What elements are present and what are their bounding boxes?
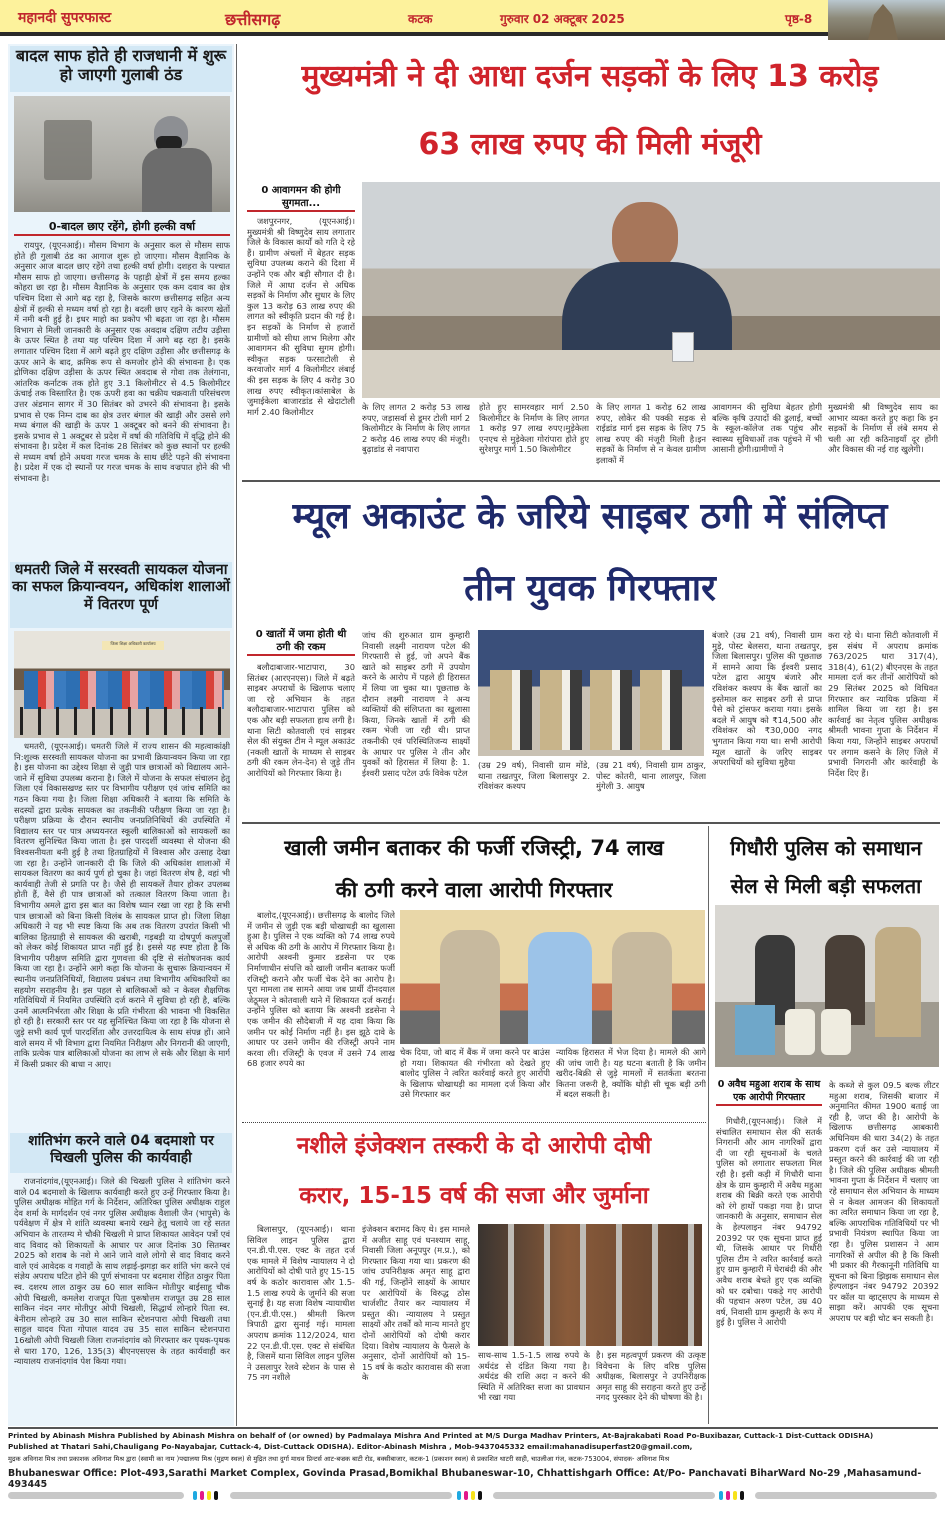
headline-land-fraud-line1: खाली जमीन बताकर की फर्जी रजिस्ट्री, 74 लाख [284,836,664,860]
date: गुरुवार 02 अक्टूबर 2025 [500,12,625,26]
imprint-line-1: Printed by Abinash Mishra Published by Abinash Mishra on behalf of (or owned) by Padmalaya Mishra And Printed at M/S Durga Madhav Printers, At-Bajrakabati Road Po-Buxibazar, Cuttack-1 Dist-Cuttack ODISHA) [8,1431,874,1440]
cyber-col-1: बलौदाबाजार-भाटापारा, 30 सितंबर (आरएनएस)। जिले में बढ़ते साइबर अपराधों के खिलाफ चलाए जा रहे अभियान के तहत बलौदाबाजार-भाटापारा पुलिस को एक और बड़ी सफलता हाथ लगी है। थाना सिटी कोतवाली एवं साइबर सेल की संयुक्त टीम ने म्यूल अकाउंट (नकली खातों के माध्यम से साइबर ठगी की रकम लेन-देन) से जुड़े तीन आरोपियों को गिरफ्तार किया है। [247,662,355,778]
roads-col-3: होते हुए सामरवहार मार्ग 2.50 किलोमीटर के निर्माण के लिए लागत 1 करोड़ 97 लाख रुपए।मुड़ेकेला एनएच से मुड़ेकेला गोरांपारा होते हुए सुरेशपुर मार्ग 1.50 किलोमीटर [479,402,589,455]
land-fraud-arrest-photo [400,910,705,1044]
color-mark-yellow [733,1491,737,1500]
gidhouri-col-1: गिधौरी,(यूएनआई)। जिले में संचालित समाधान सेल की सतर्क निगरानी और आम नागरिकों द्वारा दी जा रही सूचनाओं के चलते पुलिस को लगातार सफलता मिल रही है। इसी कड़ी में गिधौरी थाना क्षेत्र के ग्राम कुम्हारी में अवैध महुआ शराब की बिक्री करते एक आरोपी को रंगे हाथों पकड़ा गया है। प्राप्त जानकारी के अनुसार, समाधान सेल के हेल्पलाइन नंबर 94792 20392 पर एक सूचना प्राप्त हुई थी, जिसके आधार पर गिधौरी पुलिस टीम ने त्वरित कार्रवाई करते हुए ग्राम कुम्हारी में घेराबंदी की और अवैध शराब बेचते हुए एक व्यक्ति को धर दबोचा। पकड़े गए आरोपी की पहचान अरुण पटेल, उम्र 40 वर्ष, निवासी ग्राम कुम्हारी के रूप में हुई है। पुलिस ने आरोपी [716,1116,822,1328]
injection-col-1: बिलासपुर, (यूएनआई)। थाना सिविल लाइन पुलिस द्वारा एन.डी.पी.एस. एक्ट के तहत दर्ज एक मामले में विशेष न्यायालय ने दो आरोपियों को दोषी पाते हुए 15-15 वर्ष के कठोर कारावास और 1.5-1.5 लाख रुपये के जुर्माने की सजा सुनाई है। यह सजा विशेष न्यायाधीश (एन.डी.पी.एस.) श्रीमती किरण त्रिपाठी द्वारा सुनाई गई। मामला अपराध क्रमांक 112/2024, धारा 22 एन.डी.पी.एस. एक्ट से संबंधित है, जिसमें थाना सिविल लाइन पुलिस ने उसलापुर रेलवे स्टेशन के पास से 75 नग नशीले [247,1224,355,1383]
roads-col-2: के लिए लागत 2 करोड़ 53 लाख रुपए, जड़ासर्वा से डूमर टोली मार्ग 2 किलोमीटर के निर्माण के लिए लागत 2 करोड़ 46 लाख रुपए की मंजूरी।बुढ़ाडांड से नवापारा [362,402,470,455]
roads-col-6: मुख्यमंत्री श्री विष्णुदेव साय का आभार व्यक्त करते हुए कहा कि इन सड़कों के निर्माण से लंबे समय से चली आ रही कठिनाइयाँ दूर होंगी और विकास की नई राह खुलेगी। [828,402,938,455]
color-mark-black [214,1491,218,1500]
cycle-article-body: धमतरी, (यूएनआई)। धमतरी जिले में राज्य शासन की महत्वाकांक्षी नि:शुल्क सरस्वती सायकल योजना का प्रभावी क्रियान्वयन किया जा रहा है। इस योजना का उद्देश्य शिक्षा से जुड़ी पात्र छात्राओं को विद्यालय आने-जाने में सुविधा उपलब्ध कराना है। जिले में योजना के सफल संचालन हेतु जिला एवं विकासखण्ड स्तर पर विभागीय परीक्षण एवं जांच समिति का गठन किया गया है। जिला शिक्षा अधिकारी ने बताया कि समिति के सदस्यों द्वारा प्रत्येक सायकल का तकनीकी परीक्षण किया जा रहा है। परीक्षण प्रक्रिया के दौरान स्थानीय जनप्रतिनिधियों की उपस्थिति में विद्यालय स्तर पर पात्र अध्ययनरत स्कूली बालिकाओं को सायकलों का वितरण सुनिश्चित किया जाता है। इस पारदर्शी व्यवस्था से योजना की विश्वसनीयता बनी हुई है तथा हितग्राहियों में विश्वास और उत्साह देखा जा रहा है। उन्होंने जानकारी दी कि जिले की अधिकांश शालाओं में सायकल वितरण का कार्य पूर्ण हो चुका है। जहां वितरण शेष है, वहां भी कार्यवाही तेजी से प्रगति पर है। जैसे ही सायकलें तैयार होकर उपलब्ध होती हैं, वैसे ही पात्र छात्राओं को तत्काल वितरण किया जाता है। विभागीय अमले द्वारा इस बात का विशेष ध्यान रखा जा रहा है कि सभी पात्र छात्राओं को बिना किसी विलंब के सायकल प्राप्त हो। जिला शिक्षा अधिकारी ने यह भी स्पष्ट किया कि अब तक वितरण उपरांत किसी भी बालिका हितग्राही से सायकल की खराबी, गड़बड़ी या दोषपूर्ण कलपुर्जों को लेकर कोई शिकायत प्राप्त नहीं हुई है। इससे यह स्पष्ट होता है कि विभागीय परीक्षण समिति द्वारा गुणवत्ता की दृष्टि से संतोषजनक कार्य किया जा रहा है। उन्होंने आगे कहा कि योजना के सुचारू क्रियान्वयन में स्थानीय जनप्रतिनिधियों, विद्यालय प्रबंधन तथा विभागीय अधिकारियों का सहयोग सराहनीय है। इस पहल से बालिकाओं को न केवल शैक्षणिक गतिविधियों में नियमित उपस्थिति दर्ज कराने में सुविधा हो रही है, बल्कि उनमें आत्मनिर्भरता और शिक्षा के प्रति गंभीरता की भावना भी विकसित हो रही है। सरकारी स्तर पर यह सुनिश्चित किया जा रहा है कि योजना से जुड़े सभी कार्य पूर्ण पारदर्शिता और उत्तरदायित्व के साथ संपन्न हों। आने वाले समय में भी विभाग द्वारा नियमित निरीक्षण और निगरानी की जाएगी, ताकि प्रत्येक पात्र बालिकाओं योजना का लाभ ले सके और शिक्षा के मार्ग में किसी प्रकार की बाधा न आए। [14,741,230,1069]
cyber-col-5: बंजारे (उम्र 21 वर्ष), निवासी ग्राम मुड़े, पोस्ट बेलसरा, थाना तखतपुर, जिला बिलासपुर। पुलिस की पूछताछ में सामने आया कि ईश्वरी प्रसाद पटेल द्वारा आयुष बंजारे और रविशंकर कश्यप के बैंक खातों का इस्तेमाल कर साइबर ठगी से प्राप्त पैसे को ट्रांसफर कराया गया। इसके बदले में आयुष को ₹14,500 और रविशंकर को ₹30,000 नगद भुगतान किया गया था। सभी आरोपी म्यूल खातों के जरिए साइबर अपराधियों को सुविधा मुहैया [712,630,822,768]
injection-col-4: है। इस महत्वपूर्ण प्रकरण की उत्कृष्ट विवेचना के लिए वरिष्ठ पुलिस अधीक्षक, बिलासपुर ने उपनिरीक्षक अमृत साहू की सराहना करते हुए उन्हें नगद पुरस्कार देने की घोषणा की है। [596,1350,706,1403]
roads-subhead: 0 आवागमन की होगी सुगमता... [247,184,355,212]
footer-divider [8,1427,938,1429]
color-mark-cyan [457,1491,461,1500]
column-divider [708,826,709,1424]
color-mark-cyan [193,1491,197,1500]
paper-name: महानदी सुपरफास्ट [18,10,112,26]
gidhouri-subhead: 0 अवैध महुआ शराब के साथ एक आरोपी गिरफ्तार [716,1078,822,1106]
cyber-accused-photo [478,630,704,756]
color-mark-black [740,1491,744,1500]
headline-cyber-line1: म्यूल अकाउंट के जरिये साइबर ठगी में संलिप्त [292,496,888,537]
land-col-2: चेक दिया, जो बाद में बैंक में जमा करने पर बाउंस हो गया। शिकायत की गंभीरता को देखते हुए बालोद पुलिस ने त्वरित कार्रवाई करते हुए आरोपी के खिलाफ धोखाधड़ी का मामला दर्ज किया और उसे गिरफ्तार कर [400,1047,550,1100]
land-col-3: न्यायिक हिरासत में भेज दिया है। मामले की आगे की जांच जारी है। यह घटना बताती है कि जमीन खरीद-बिक्री से जुड़े मामलों में सतर्कता बरतना कितना जरूरी है, क्योंकि थोड़ी सी चूक बड़ी ठगी में बदल सकती है। [556,1047,706,1100]
color-mark-magenta [464,1491,468,1500]
color-mark-magenta [200,1491,204,1500]
headline-roads-line1: मुख्यमंत्री ने दी आधा दर्जन सड़कों के लिए 13 करोड़ [301,59,879,94]
registration-bar [755,1492,937,1499]
office-addresses: Bhubaneswar Office: Plot-493,Sarathi Market Complex, Govinda Prasad,Bomikhal Bhubaneswar-10, Chhattishgarh Office: At/Po- Panchavati BiharWard No-29 ,Mahasamund-493445 [8,1468,922,1490]
chief-minister-photo [362,182,940,398]
roads-col-4: के लिए लागत 1 करोड़ 62 लाख रुपए, लोकेर की पक्की सड़क से राईडांड मार्ग इस सड़क के लिए 75 लाख रुपए की मंजूरी मिली है।इन सड़कों के निर्माण से न केवल ग्रामीण इलाकों में [596,402,706,465]
mahua-seizure-photo [715,905,939,1067]
masthead-strip [0,0,945,36]
cyber-col-3: (उम्र 29 वर्ष), निवासी ग्राम मोंडे, थाना तखतपुर, जिला बिलासपुर 2. रविशंकर कश्यप [478,760,590,792]
imprint [8,1430,938,1490]
color-mark-yellow [471,1491,475,1500]
section-divider [242,1122,706,1123]
roads-col-5: आवागमन की सुविधा बेहतर होगी बल्कि कृषि उत्पादों की ढुलाई, बच्चों के स्कूल-कॉलेज तक पहुंच और स्वास्थ्य सुविधाओं तक पहुंचने में भी आसानी होगी।ग्रामीणों ने [712,402,822,455]
headline-cyber-line2: तीन युवक गिरफ्तार [464,568,716,609]
cycle-distribution-photo [14,631,230,738]
cyber-col-2: जांच की शुरुआत ग्राम कुम्हारी निवासी लक्ष्मी नारायण पटेल की गिरफ्तारी से हुई, जो अपने बैंक खाते को साइबर ठगी में उपयोग करने के आरोप में पहले ही हिरासत में लिया जा चुका था। पूछताछ के दौरान लक्ष्मी नारायण ने अन्य व्यक्तियों की संलिप्तता का खुलासा किया, जिनके खातों में ठगी की रकम भेजी जा रही थी। प्राप्त तकनीकी एवं परिस्थितिजन्य साक्ष्यों के आधार पर पुलिस ने तीन और युवकों को हिरासत में लिया है: 1. ईश्वरी प्रसाद पटेल उर्फ विवेक पटेल [362,630,470,778]
injection-col-2: इंजेक्शन बरामद किए थे। इस मामले में अजीत साहू एवं घनश्याम साहू, निवासी जिला अनूपपुर (म.प्र.), को गिरफ्तार किया गया था। प्रकरण की जांच उपनिरीक्षक अमृत साहू द्वारा की गई, जिन्होंने साक्ष्यों के आधार पर आरोपियों के विरुद्ध ठोस चार्जशीट तैयार कर न्यायालय में प्रस्तुत की। न्यायालय ने प्रस्तुत साक्ष्यों और तर्कों को मान्य मानते हुए दोनों आरोपियों को दोषी करार दिया। विशेष न्यायालय के फैसले के अनुसार, दोनों आरोपियों को 15-15 वर्ष के कठोर कारावास की सजा के [362,1224,470,1383]
prison-bars-photo [478,1224,702,1346]
headline-gidhouri-line1: गिधौरी पुलिस को समाधान [730,836,922,860]
state-name: छत्तीसगढ़ [225,10,281,29]
headline-land-fraud-line2: की ठगी करने वाला आरोपी गिरफ्तार [335,878,613,902]
fog-photo [14,96,230,212]
imprint-line-2: Published at Thatari Sahi,Chauligang Po-Nayabajar, Cuttack-4, Dist-Cuttack ODISHA). Editor-Abinash Mishra , Mob-9437045332 email:mahanadisuperfast20@gmail.com, [8,1442,693,1451]
section-divider [242,822,940,824]
cyber-col-6: करा रहे थे। थाना सिटी कोतवाली में इस संबंध में अपराध क्रमांक 763/2025 धारा 317(4), 318(4), 61(2) बीएनएस के तहत मामला दर्ज कर तीनों आरोपियों को 29 सितंबर 2025 को विधिवत गिरफ्तार कर न्यायिक प्रक्रिया में शामिल किया जा रहा है। इस कार्रवाई का नेतृत्व पुलिस अधीक्षक श्रीमती भावना गुप्ता के निर्देशन में किया गया, जिन्होंने साइबर अपराधों पर लगाम कसने के लिए जिले में प्रभावी निगरानी और कार्रवाही के निर्देश दिए हैं। [828,630,938,778]
weather-article-body: रायपुर, (यूएनआई)। मौसम विभाग के अनुसार कल से मौसम साफ होते ही गुलाबी ठंड का आगाज शुरू हो जाएगा। मौसम वैज्ञानिक के अनुसार आज बादल छाए रहेंगे तथा हल्की वर्षा होगी। दशहरा के पश्चात मौसम साफ हो जाएगा। छत्तीसगढ़ के पहाड़ी क्षेत्रों में इस समय हल्का कोहरा छा रहा है। मौसम वैज्ञानिक के अनुसार एक कम दवाव का क्षेत्र पश्चिम दिशा से आगे बढ़ रहा है, जिसके कारण छत्तीसगढ़ सहित अन्य क्षेत्रों में हल्की से मध्यम वर्षा हो रहा है। बदली छाए रहने के कारण खेतों में नमी बनी हुई है। इधर माहो का प्रकोप भी बढ़ता जा रहा है। मौसम विभाग से मिली जानकारी के अनुसार एक अवदाब दक्षिण तटीय उड़ीसा के ऊपर स्थित है तथा यह पश्चिम दिशा में आगे बढ़ रहा है। इसके लगातार पश्चिम दिशा में आगे बढ़ते हुए दक्षिण उड़ीसा और छत्तीसगढ़ के ऊपर आने के बाद, क्रमिक रूप से कमजोर होने की संभावना है। एक द्रोणिका दक्षिण उड़ीसा के ऊपर स्थित अवदाब से गोवा तक तेलंगाना, आंतरिक कर्नाटक तक होते हुए 3.1 किलोमीटर से 4.5 किलोमीटर ऊंचाई तक विस्तारित है। एक ऊपरी हवा का चक्रीय चक्रवाती परिसंचरण उत्तर अंडमान सागर में 30 सितंबर को उभरने की संभावना है। इसके प्रभाव से एक निम्न दाब का क्षेत्र उत्तर बंगाल की खाड़ी और उससे लगे मध्य बंगाल की खाड़ी के ऊपर 1 अक्टूबर को बनने की संभावना है। इसके प्रभाव से 1 अक्टूबर से प्रदेश में वर्षा की गतिविधि में वृद्धि होने की संभावना है। प्रदेश में कल दिनांक 28 सितंबर को कुछ स्थानों पर हल्की से मध्यम वर्षा होने अथवा गरज चमक के साथ छींटे पड़ने की संभावना है। प्रदेश में एक दो स्थानों पर गरज चमक के साथ वज्रपात होने की भी संभावना है। [14,240,230,484]
color-mark-magenta [726,1491,730,1500]
city: कटक [408,12,433,26]
color-mark-yellow [207,1491,211,1500]
land-col-1: बालोद,(यूएनआई)। छत्तीसगढ़ के बालोद जिले में जमीन से जुड़ी एक बड़ी धोखाधड़ी का खुलासा हुआ है। पुलिस ने एक व्यक्ति को 74 लाख रुपये से अधिक की ठगी के आरोप में गिरफ्तार किया है। आरोपी अश्वनी कुमार डडसेना पर एक निर्माणाधीन संपत्ति को खाली जमीन बताकर फर्जी रजिस्ट्री कराने और फर्जी चेक देने का आरोप है। पूरा मामला तब सामने आया जब प्रार्थी दीनदयाल जेठूमल ने कोतवाली थाने में शिकायत दर्ज कराई। उन्होंने पुलिस को बताया कि अश्वनी डडसेना ने एक जमीन की सौदेबाजी में यह दावा किया कि जमीन पर कोई निर्माण नहीं है। इस झूठे दावे के आधार पर उसने जमीन की रजिस्ट्री अपने नाम करवा ली। रजिस्ट्री के एवज में उसने 74 लाख 68 हजार रुपये का [247,910,395,1069]
office-sign: जिला शिक्षा अधिकारी कार्यालय [102,641,164,650]
color-mark-cyan [719,1491,723,1500]
cyber-subhead: 0 खातों में जमा होती थी ठगी की रकम [247,628,355,656]
registration-bar [8,1492,184,1499]
headline-cycle-scheme: धमतरी जिले में सरस्वती सायकल योजना का सफल क्रियान्वयन, अधिकांश शालाओं में वितरण पूर्ण [10,562,232,628]
column-divider [236,44,237,1426]
page-number: पृष्ठ-8 [785,12,813,26]
roads-col-1: जशपुरनगर, (यूएनआई)। मुख्यमंत्री श्री विष्णुदेव साय लगातार जिले के विकास कार्यों को गति दे रहे हैं। ग्रामीण अंचलों में बेहतर सड़क सुविधा उपलब्ध कराने की दिशा में उन्होंने एक और बड़ी सौगात दी है।जिले में आधा दर्जन से अधिक सड़कों के निर्माण और सुधार के लिए कुल 13 करोड़ 63 लाख रुपए की लागत को स्वीकृति प्रदान की गई है। इन सड़कों के निर्माण से हजारों ग्रामीणों को सीधा लाभ मिलेगा और आवागमन की सुविधा सुगम होगी।स्वीकृत सड़क फरसाटोली से करवाजोर मार्ग 4 किलोमीटर लंबाई की इस सड़क के लिए 4 करोड़ 30 लाख रुपए स्वीकृत।कांसाबेल के जुमाईकेला बाजारडांड से खेदाटोली मार्ग 2.40 किलोमीटर [247,216,355,417]
headline-weather: बादल साफ होते ही राजधानी में शुरू हो जाएगी गुलाबी ठंड [10,46,232,92]
temple-photo [828,0,945,40]
headline-injection-line2: करार, 15-15 वर्ष की सजा और जुर्माना [299,1183,649,1209]
gidhouri-col-2: के कब्जे से कुल 09.5 बल्क लीटर महुआ शराब, जिसकी बाजार में अनुमानित कीमत 1900 बताई जा रही है, जप्त की है। आरोपी के खिलाफ छत्तीसगढ़ आबकारी अधिनियम की धारा 34(2) के तहत प्रकरण दर्ज कर उसे न्यायालय में प्रस्तुत करने की कार्रवाई की जा रही है। जिले की पुलिस अधीक्षक श्रीमती भावना गुप्ता के निर्देशन में चलाए जा रहे समाधान सेल अभियान के माध्यम से न केवल आमजन की शिकायतों का त्वरित समाधान किया जा रहा है, बल्कि आपराधिक गतिविधियों पर भी प्रभावी नियंत्रण स्थापित किया जा रहा है। पुलिस प्रशासन ने आम नागरिकों से अपील की है कि किसी भी प्रकार की गैरकानूनी गतिविधि या सूचना को बिना झिझक समाधान सेल हेल्पलाइन नंबर 94792 20392 पर कॉल या व्हाट्सएप के माध्यम से साझा करें। आपकी एक सूचना अपराध पर बड़ी चोट बन सकती है। [829,1080,939,1324]
imprint-line-hindi: मुद्रक अविनाश मिश्र तथा प्रकाशक अविनाश मिश्र द्वारा (स्वामी का नाम )पद्मालया मिश्र (मुद्रण स्थल) से मुद्रित तथा दुर्गा माधव प्रिन्टर्स आट-बज्रक बाटी रोड, बक्सीबाजार, कटक-1 (प्रकाशन स्थल) से प्रकाशित थाटरी साही, चाउलीआ गंज, कटक-753004, संपादक- अविनाश मिश्र [8,1455,670,1463]
cyber-col-4: (उम्र 21 वर्ष), निवासी ग्राम ठाकुर, पोस्ट कोतरी, थाना लालपुर, जिला मुंगेली 3. आयुष [596,760,706,792]
section-divider [242,480,940,482]
registration-bar [493,1492,715,1499]
weather-subhead: 0-बादल छाए रहेंगे, होगी हल्की वर्षा [14,220,230,236]
color-mark-black [478,1491,482,1500]
headline-roads-line2: 63 लाख रुपए की मिली मंजूरी [418,127,762,162]
headline-chikhli-police: शांतिभंग करने वाले 04 बदमाशो पर चिखली पुलिस की कार्यवाही [10,1133,232,1173]
headline-gidhouri-line2: सेल से मिली बड़ी सफलता [730,874,922,898]
chikhli-article-body: राजनांदगांव,(यूएनआई)। जिले की चिखली पुलिस ने शांतिभंग करने वाले 04 बदमाशो के खिलाफ कार्यवाही करते हुए उन्हें गिरफ्तार किया है। पुलिस अधीक्षक मोहित गर्ग के निर्देशन, अतिरिक्त पुलिस अधीक्षक राहुल देव शर्मा के मार्गदर्शन एवं नगर पुलिस अधीक्षक वैशाली जैन (भापुसे) के पर्यवेक्षण में क्षेत्र मे शांति व्यवस्था बनाये रखने हेतु चलाये जा रहे सतत अभियान के तारतम्य मे चौकी चिखली मे प्राप्त शिकायत आवेदन पत्रों एवं वाद विवाद को शिकायतों के आधार पर आज दिनांक 30 सितम्बर 2025 को शराब के नशे मे आने जाने वाले लोगो से वाद विवाद करने वाले एवं आवेदक व गवाहों के साथ लड़ाई-झगड़ा कर शांति भंग करने एवं संज्ञेय अपराध घटित होने की पूर्ण संभावना पर बदमाश रोहित ठाकुर पिता स्व. दशरथ लाल ठाकुर उम्र 60 साल साकिन मोतीपुर बाईसाहू चौक ओपी चिखली, कमलेश राजपूत पिता पुरूषोत्तम राजपूत उम्र 28 साल साकिन नंदन नगर मोतीपुर ओपी चिखली, सिद्धार्थ लोन्हारे पिता स्व. बेनीराम लोन्हारे उम्र 30 साल साकिन स्टेशनपारा ओपी चिखली तथा साहुल यादव पिता गोपाल यादव उम्र 35 साल साकिन स्टेशनपारा 16खोली ओपी चिखली जिला राजनांदगांव को गिरफ्तार कर पृथक-पृथक से धारा 170, 126, 135(3) बीएनएसएस के तहत कार्यवाही कर न्यायालय राजनांदगांव पेश किया गया। [14,1176,230,1367]
registration-bar [230,1492,452,1499]
injection-col-3: साथ-साथ 1.5-1.5 लाख रुपये के अर्थदंड से दंडित किया गया है। अर्थदंड की राशि अदा न करने की स्थिति में अतिरिक्त सजा का प्रावधान भी रखा गया [478,1350,590,1403]
headline-injection-line1: नशीले इंजेक्शन तस्करी के दो आरोपी दोषी [296,1133,652,1159]
